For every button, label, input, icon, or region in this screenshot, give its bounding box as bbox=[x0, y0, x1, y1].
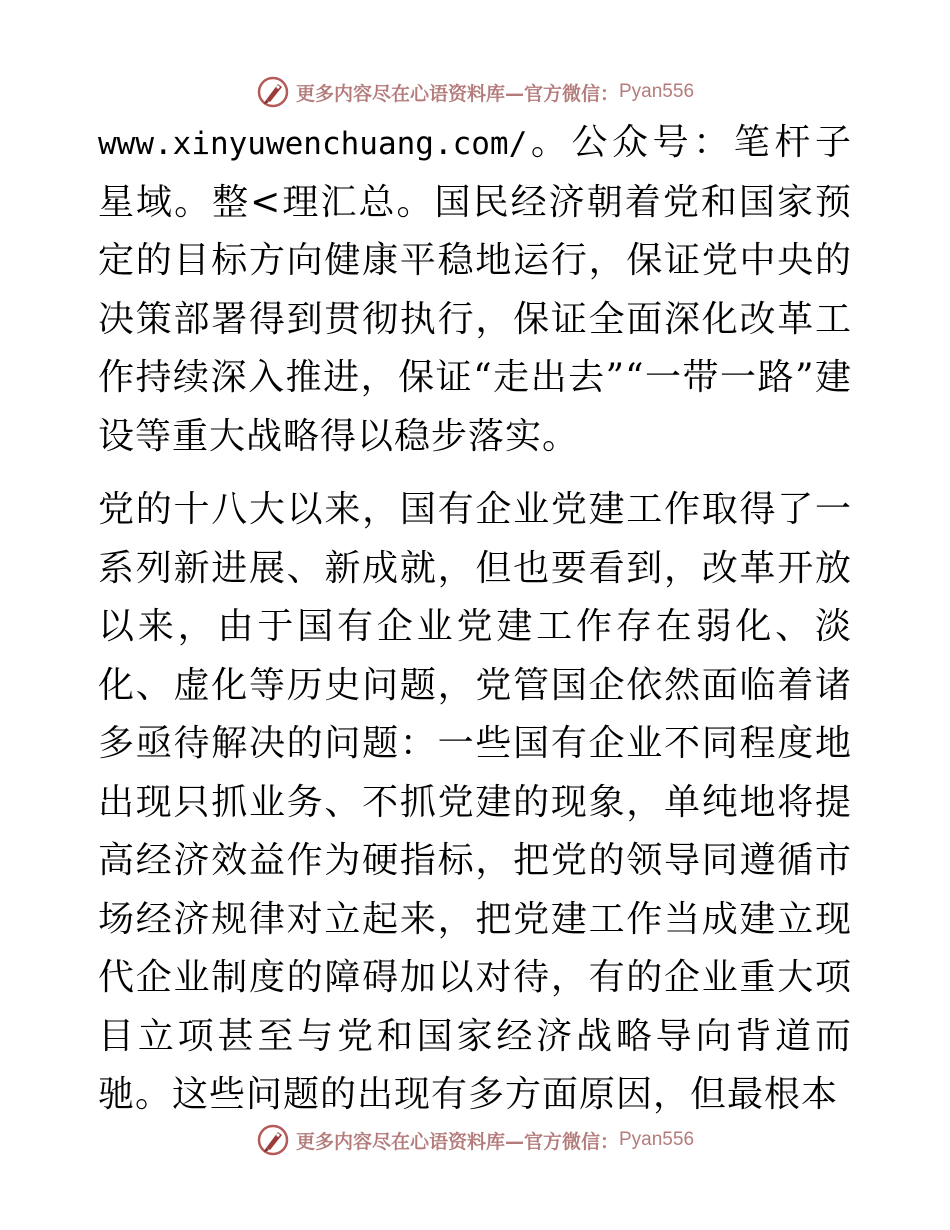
document-body bbox=[98, 114, 852, 1125]
banner-text: 更多内容尽在心语资料库—官方微信： bbox=[295, 1130, 619, 1153]
paragraph-1-text: 。公众号：笔杆子星域。整<理汇总。国民经济朝着党和国家预定的目标方向健康平稳地运行，保证党中央的决策部署得到贯彻执行，保证全面深化改革工作持续深入推进，保证“走出去”“一带一路”建设等重大战略得以稳步落实。 bbox=[98, 122, 852, 457]
footer-banner bbox=[0, 1120, 950, 1160]
pen-nib-circle-icon bbox=[256, 75, 290, 109]
paragraph-1 bbox=[98, 114, 852, 466]
paragraph-2: 党的十八大以来，国有企业党建工作取得了一系列新进展、新成就，但也要看到，改革开放以来，由于国有企业党建工作存在弱化、淡化、虚化等历史问题，党管国企依然面临着诸多亟待解决的问题：一些国有企业不同程度地出现只抓业务、不抓党建的现象，单纯地将提高经济效益作为硬指标，把党的领导同遵循市场经济规律对立起来，把党建工作当成建立现代企业制度的障碍加以对待，有的企业重大项目立项甚至与党和国家经济战略导向背道而驰。这些问题的出现有多方面原因，但最根本 bbox=[98, 489, 852, 1115]
banner-text: 更多内容尽在心语资料库—官方微信： bbox=[295, 82, 619, 105]
wechat-id: Pyan556 bbox=[619, 1129, 695, 1150]
pen-nib-circle-icon bbox=[256, 1123, 290, 1157]
website-url: www.xinyuwenchuang.com/ bbox=[98, 126, 528, 162]
header-banner bbox=[0, 72, 950, 112]
wechat-id: Pyan556 bbox=[619, 81, 695, 102]
